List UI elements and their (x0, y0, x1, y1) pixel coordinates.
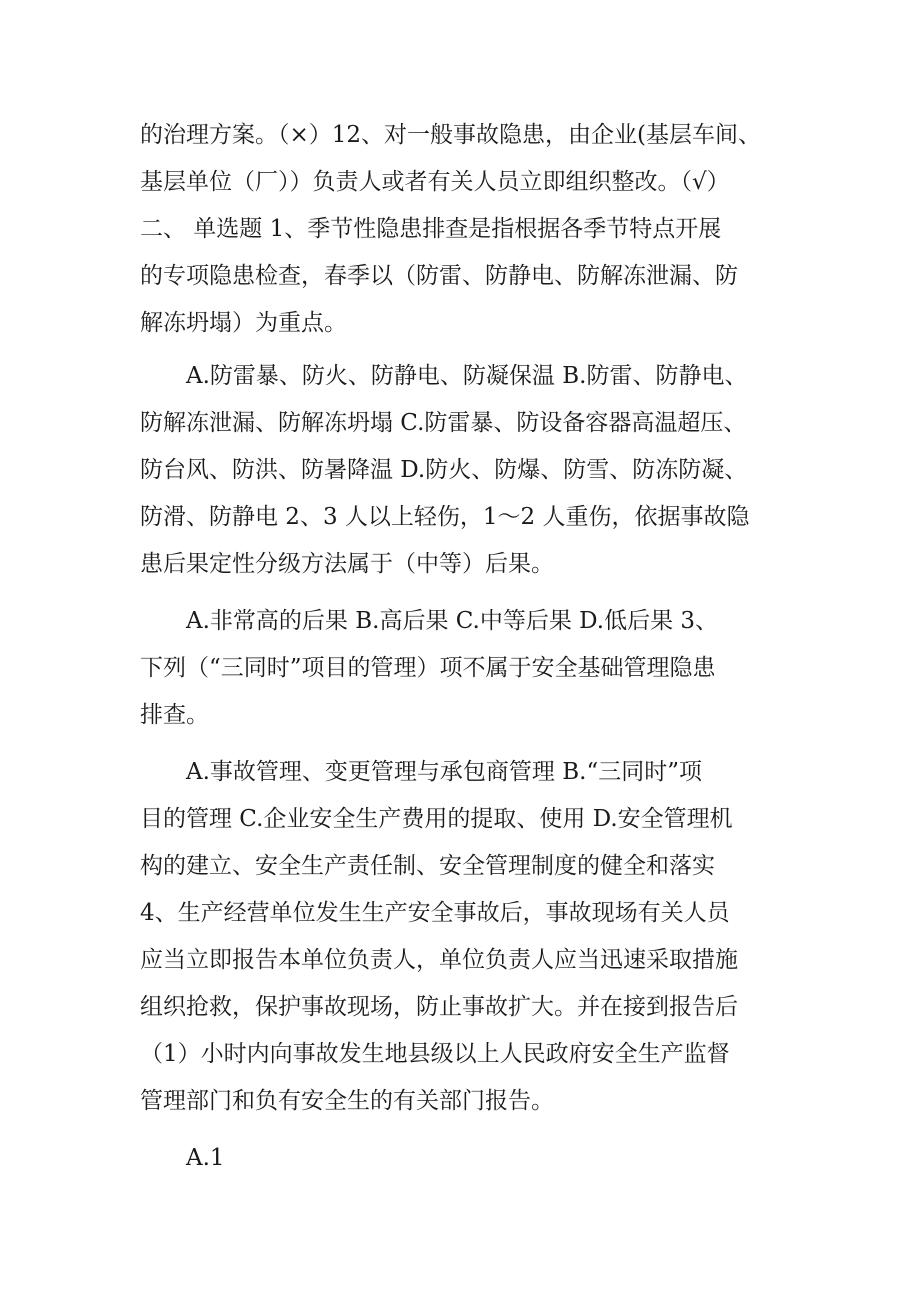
text-line: A.事故管理、变更管理与承包商管理 B.“三同时”项 (186, 759, 702, 785)
text-line: 组织抢救，保护事故现场，防止事故扩大。并在接到报告后 (140, 994, 738, 1020)
text-line: 构的建立、安全生产责任制、安全管理制度的健全和落实 (140, 853, 715, 879)
text-line: （1）小时内向事故发生地县级以上人民政府安全生产监督 (140, 1041, 730, 1067)
text-line: 应当立即报告本单位负责人，单位负责人应当迅速采取措施 (140, 947, 738, 973)
text-line: 二、 单选题 1、季节性隐患排查是指根据各季节特点开展 (140, 216, 722, 242)
text-line: 防滑、防静电 2、3 人以上轻伤，1～2 人重伤，依据事故隐 (140, 504, 750, 530)
text-line: A.防雷暴、防火、防静电、防凝保温 B.防雷、防静电、 (186, 363, 748, 389)
text-line: 下列（“三同时”项目的管理）项不属于安全基础管理隐患 (140, 655, 716, 681)
text-line: 防台风、防洪、防暑降温 D.防火、防爆、防雪、防冻防凝、 (140, 457, 748, 483)
text-line: 的专项隐患检查，春季以（防雷、防静电、防解冻泄漏、防 (140, 263, 738, 289)
text-line: 患后果定性分级方法属于（中等）后果。 (140, 551, 554, 577)
paragraph-p5 (140, 1135, 800, 1182)
text-line: 目的管理 C.企业安全生产费用的提取、使用 D.安全管理机 (140, 806, 733, 832)
text-line: 管理部门和负有安全生的有关部门报告。 (140, 1088, 554, 1114)
text-line: 的治理方案。（×）12、对一般事故隐患，由企业(基层车间、 (140, 122, 762, 148)
text-line: 排查。 (140, 702, 209, 728)
document-body (140, 112, 800, 1182)
paragraph-gap (140, 588, 800, 598)
text-line: A.非常高的后果 B.高后果 C.中等后果 D.低后果 3、 (186, 608, 719, 634)
text-line: 防解冻泄漏、防解冻坍塌 C.防雷暴、防设备容器高温超压、 (140, 410, 747, 436)
paragraph-p2 (140, 353, 800, 588)
text-line: 基层单位（厂））负责人或者有关人员立即组织整改。（√） (140, 169, 730, 195)
text-line: 解冻坍塌）为重点。 (140, 310, 347, 336)
text-line: A.1 (186, 1145, 225, 1171)
text-line: 4、生产经营单位发生生产安全事故后，事故现场有关人员 (140, 900, 730, 926)
paragraph-p1 (140, 112, 800, 347)
paragraph-gap (140, 1125, 800, 1135)
paragraph-p4 (140, 749, 800, 1125)
paragraph-p3 (140, 598, 800, 739)
paragraph-gap (140, 739, 800, 749)
